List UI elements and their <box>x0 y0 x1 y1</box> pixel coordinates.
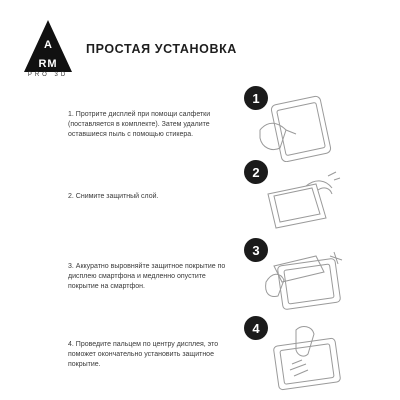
step-1-badge: 1 <box>244 86 268 110</box>
step-2-badge: 2 <box>244 160 268 184</box>
step-2 <box>0 162 400 238</box>
step-3-text: 3. Аккуратно выровняйте защитное покрытие по дисплею смартфона и медленно опустите покрытие на смартфон. <box>68 263 226 290</box>
page-title: ПРОСТАЯ УСТАНОВКА <box>86 42 237 56</box>
brand-subtitle: PRO 3D <box>27 72 69 78</box>
logo-letter-a: A <box>44 39 52 51</box>
step-4-text: 4. Проведите пальцем по центру дисплея, это поможет окончательно установить защитное покрытие. <box>68 341 219 368</box>
step-2-text: 2. Снимите защитный слой. <box>68 193 159 200</box>
step-3-badge: 3 <box>244 238 268 262</box>
step-4-badge: 4 <box>244 316 268 340</box>
step-4 <box>0 318 400 394</box>
step-1 <box>0 88 400 164</box>
step-1-text: 1. Протрите дисплей при помощи салфетки (поставляется в комплекте). Затем удалите оставшиеся пыль с помощью стикера. <box>68 111 211 138</box>
step-3 <box>0 240 400 316</box>
logo-letters-rm: RM <box>38 58 58 70</box>
